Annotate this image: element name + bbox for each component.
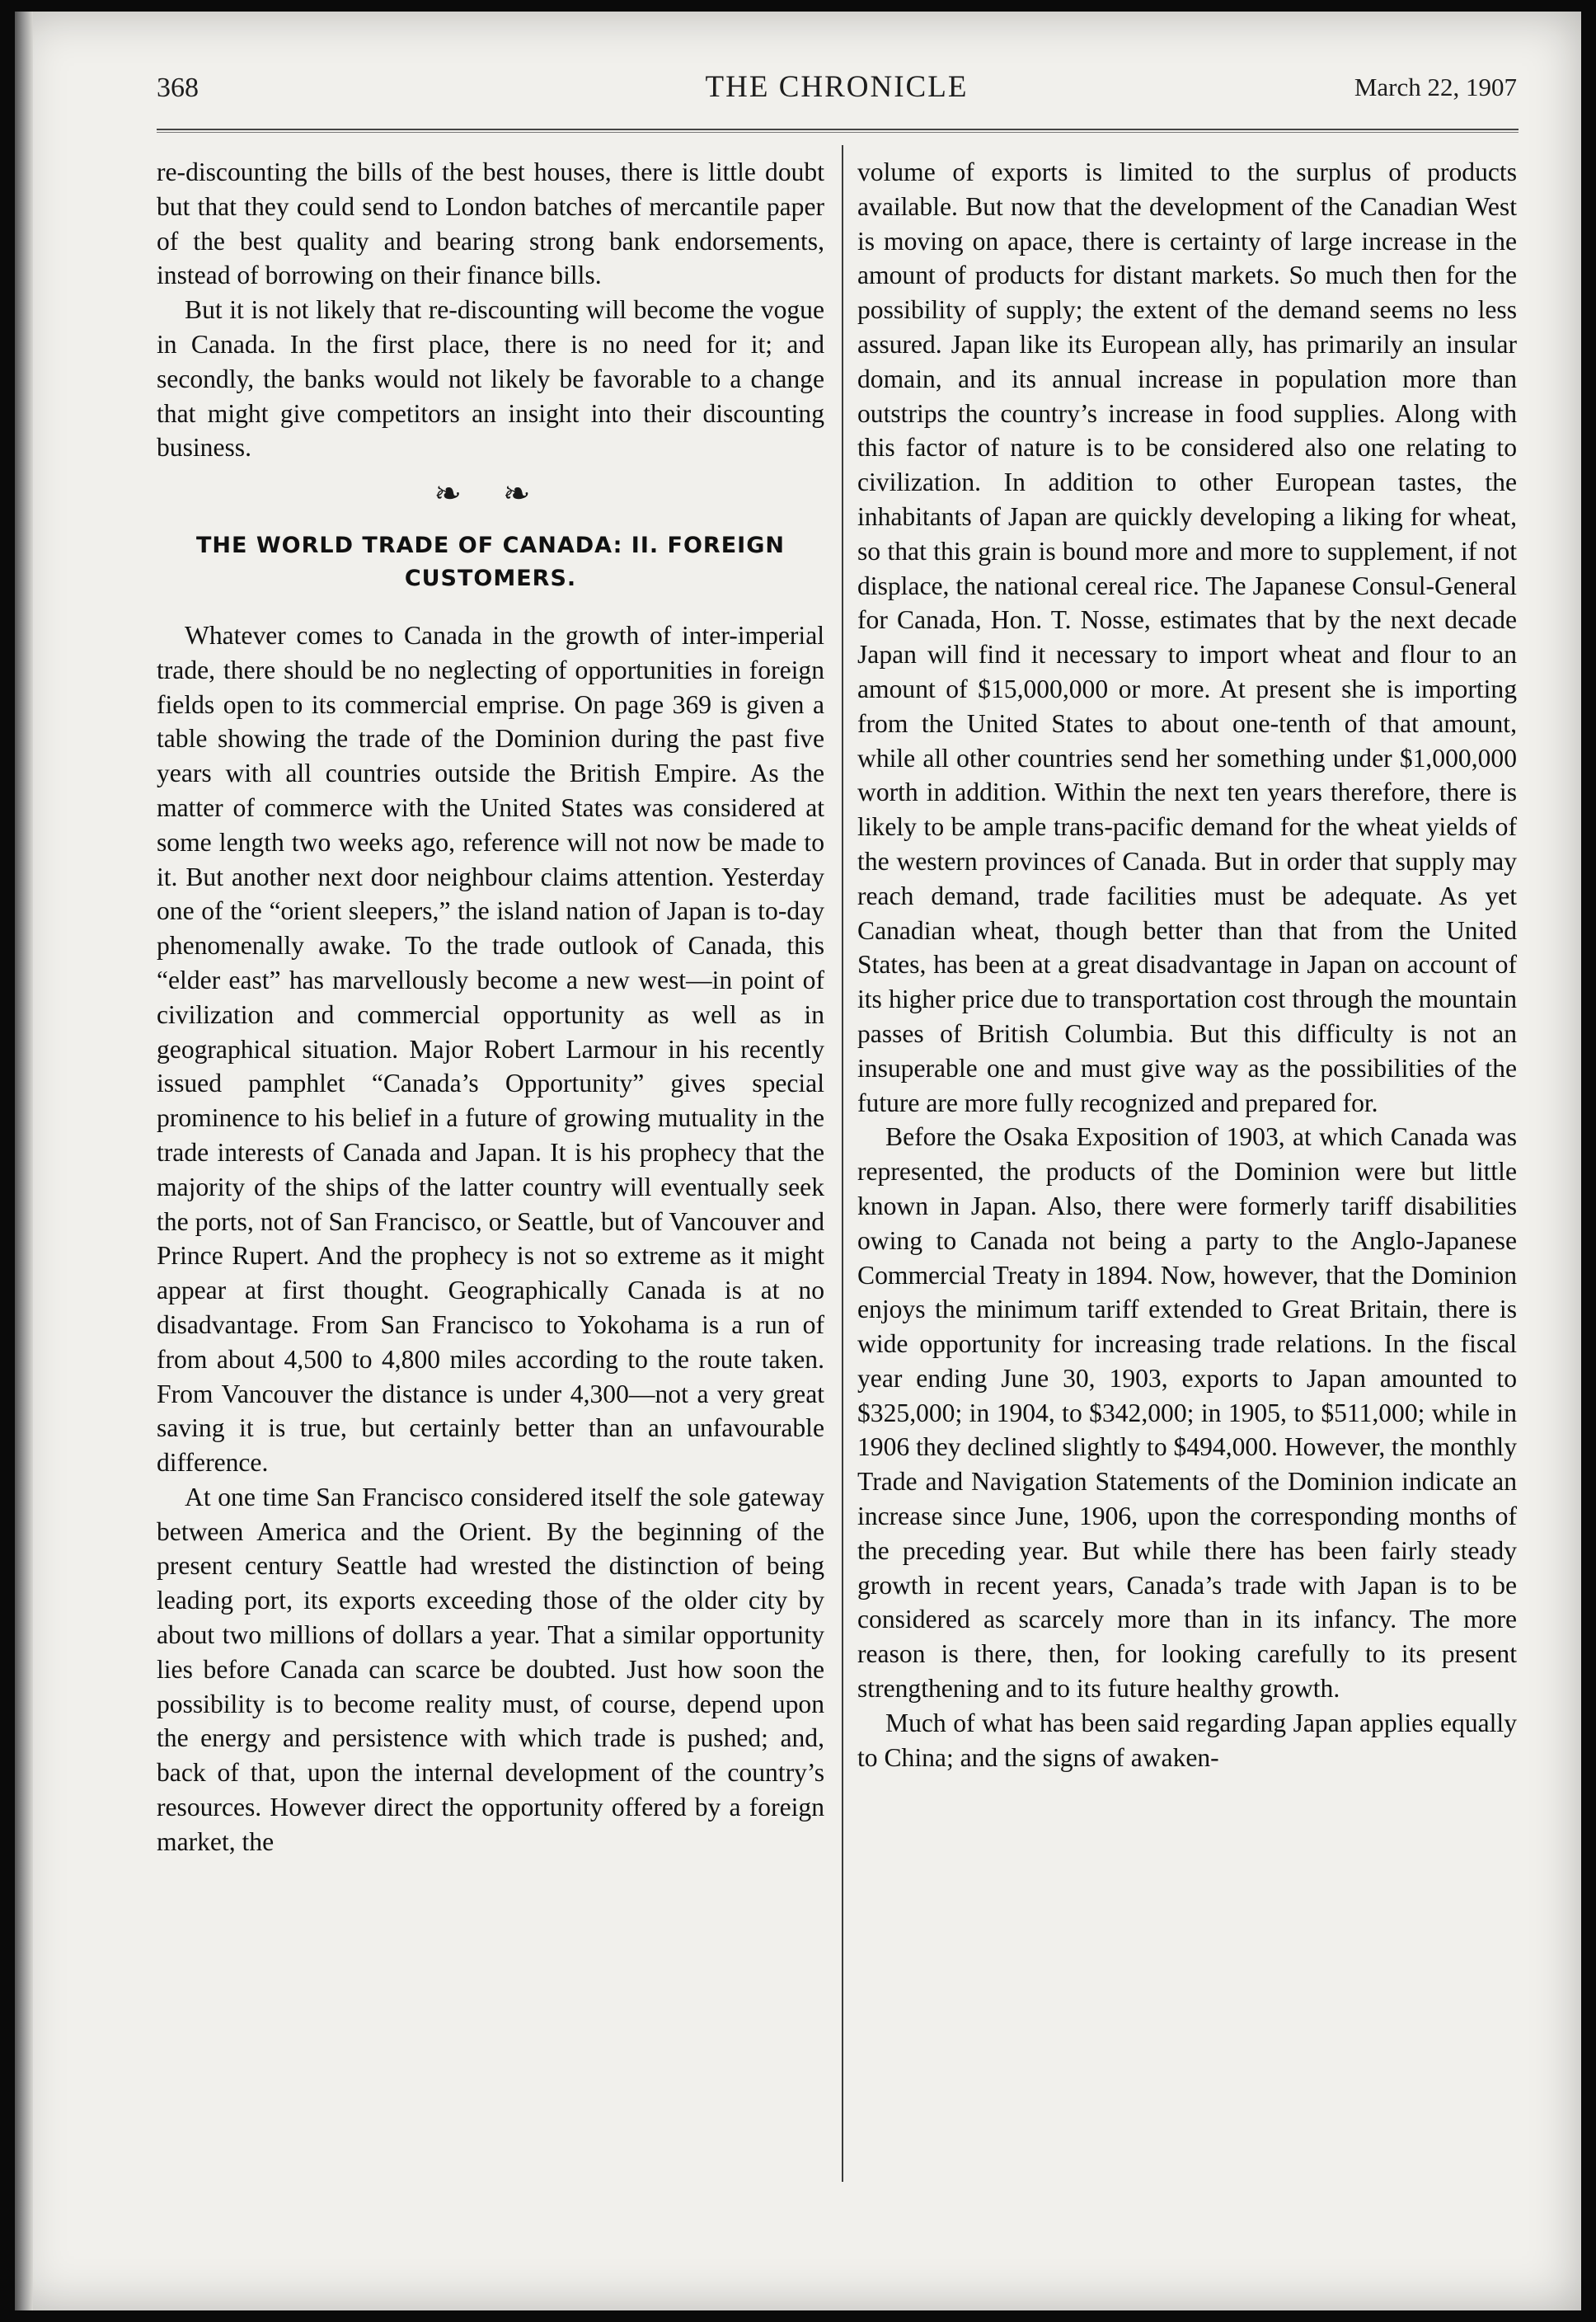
page-binding-edge <box>15 12 33 2310</box>
paragraph: But it is not likely that re-discounting will become the vogue in Canada. In the first place, there is no need for it; and secondly, the banks would not likely be favorable to a change that might give competitors an insight into their discounting business. <box>157 295 824 463</box>
paragraph: Much of what has been said regarding Japan applies equally to China; and the signs of awaken- <box>857 1708 1517 1772</box>
paragraph: Before the Osaka Exposition of 1903, at which Canada was represented, the products of the Dominion were but little known in Japan. Also, there were formerly tariff disabilities owing to Canada not being a party to the Anglo-Japanese Commercial Treaty in 1894. Now, however, that the Dominion enjoys the minimum tariff extended to Great Britain, there is wide opportunity for increasing trade relations. In the fiscal year ending June 30, 1903, exports to Japan amounted to $325,000; in 1904, to $342,000; in 1905, to $511,000; while in 1906 they declined slightly to $494,000. However, the monthly Trade and Navigation Statements of the Dominion indicate an increase since June, 1906, upon the corresponding months of the preceding year. But while there has been fairly steady growth in recent years, Canada’s trade with Japan is to be considered as scarcely more than in its infancy. The more reason is there, then, for looking carefully to its present strengthening and to its future healthy growth. <box>857 1122 1517 1704</box>
left-column <box>157 155 824 1859</box>
header-rule <box>157 129 1519 133</box>
article-headline <box>157 529 824 595</box>
issue-date: March 22, 1907 <box>1354 73 1517 101</box>
paragraph: Whatever comes to Canada in the growth of inter-imperial trade, there should be no neglecting of opportunities in foreign fields open to its commercial emprise. On page 369 is given a table showing the trade of the Dominion during the past five years with all countries outside the British Empire. As the matter of commerce with the United States was considered at some length two weeks ago, reference will not now be made to it. But another next door neighbour claims attention. Yesterday one of the “orient sleepers,” the island nation of Japan is to-day phenomenally awake. To the trade outlook of Canada, this “elder east” has marvellously become a new west—in point of civilization and commercial opportunity as well as in geographical situation. Major Robert Larmour in his recently issued pamphlet “Canada’s Opportunity” gives special prominence to his belief in a future of growing mutuality in the trade interests of Canada and Japan. It is his prophecy that the majority of the ships of the latter country will eventually seek the ports, not of San Francisco, or Seattle, but of Vancouver and Prince Rupert. And the prophecy is not so extreme as it might appear at first thought. Geographically Canada is at no disadvantage. From San Francisco to Yokohama is a run of from about 4,500 to 4,800 miles according to the route taken. From Vancouver the distance is under 4,300—not a very great saving it is true, but certainly better than an unfavourable difference. <box>157 620 824 1478</box>
paragraph: volume of exports is limited to the surplus of products available. But now that the development of the Canadian West is moving on apace, there is certainty of large increase in the amount of products for distant markets. So much then for the possibility of supply; the extent of the demand seems no less assured. Japan like its European ally, has primarily an insular domain, and its annual increase in population more than outstrips the country’s increase in food supplies. Along with this factor of nature is to be considered also one relating to civilization. In addition to other European tastes, the inhabitants of Japan are quickly developing a liking for wheat, so that this grain is bound more and more to supplement, if not displace, the national cereal rice. The Japanese Consul-General for Canada, Hon. T. Nosse, estimates that by the next decade Japan will find it necessary to import wheat and flour to an amount of $15,000,000 or more. At present she is importing from the United States to about one-tenth of that amount, while all other countries send her something under $1,000,000 worth in addition. Within the next ten years therefore, there is likely to be ample trans-pacific demand for the wheat yields of the western provinces of Canada. But in order that supply may reach demand, trade facilities must be adequate. As yet Canadian wheat, though better than that from the United States, has been at a great disadvantage in Japan on account of its higher price due to transportation cost through the mountain passes of British Columbia. But this difficulty is not an insuperable one and must give way as the possibilities of the future are more fully recognized and prepared for. <box>857 157 1517 1117</box>
right-column <box>857 155 1517 1774</box>
paragraph: re-discounting the bills of the best houses, there is little doubt but that they could send to London batches of mercantile paper of the best quality and bearing strong bank endorsements, instead of borrowing on their finance bills. <box>157 157 824 290</box>
page-header <box>157 64 1517 114</box>
publication-title: THE CHRONICLE <box>705 70 969 104</box>
paragraph: At one time San Francisco considered itself the sole gateway between America and the Orient. By the beginning of the present century Seattle had wrested the distinction of being leading port, its exports exceeding those of the older city by about two millions of dollars a year. That a similar opportunity lies before Canada can scarce be doubted. Just how soon the possibility is to become reality must, of course, depend upon the energy and persistence with which trade is pushed; and, back of that, upon the internal development of the country’s resources. However direct the opportunity offered by a foreign market, the <box>157 1482 824 1856</box>
page-number: 368 <box>157 73 199 103</box>
section-ornament: ❧ ❧ <box>434 475 547 513</box>
column-divider <box>842 145 843 2182</box>
headline-line-2: CUSTOMERS. <box>404 565 577 591</box>
headline-line-1: THE WORLD TRADE OF CANADA: II. FOREIGN <box>196 532 785 558</box>
